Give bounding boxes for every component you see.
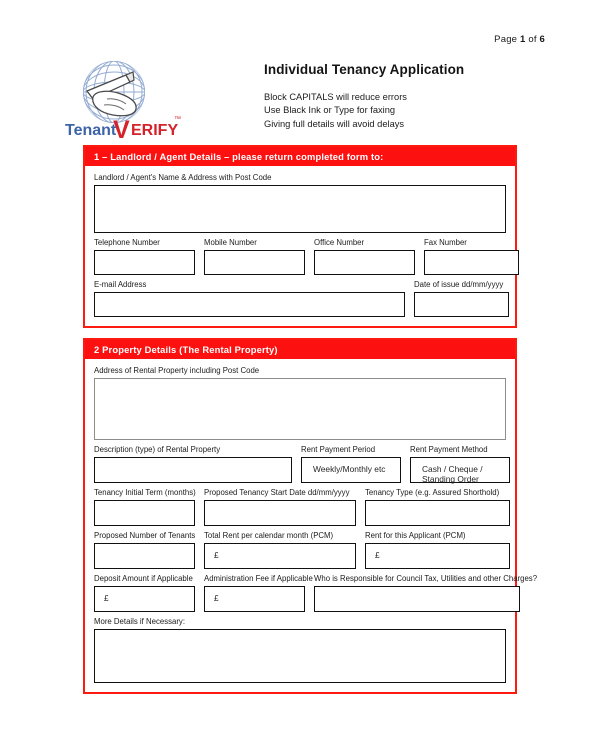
responsible-field <box>314 574 538 612</box>
page-title: Individual Tenancy Application <box>264 62 465 77</box>
description-field <box>94 445 292 483</box>
deposit-label: Deposit Amount if Applicable <box>94 574 193 583</box>
date-of-issue-field <box>414 280 509 317</box>
rent-period-input[interactable]: Weekly/Monthly etc <box>301 457 401 483</box>
rent-method-input[interactable]: Cash / Cheque / Standing Order <box>410 457 510 483</box>
landlord-address-field <box>94 173 506 233</box>
page-number-of: of <box>528 34 537 45</box>
start-date-field <box>204 488 356 526</box>
num-tenants-input[interactable] <box>94 543 195 569</box>
tenancy-type-input[interactable] <box>365 500 510 526</box>
rent-period-label: Rent Payment Period <box>301 445 376 454</box>
tenancy-type-label: Tenancy Type (e.g. Assured Shorthold) <box>365 488 500 497</box>
logo-trademark: ™ <box>174 116 181 123</box>
property-address-input[interactable] <box>94 378 506 440</box>
section1-heading: 1 – Landlord / Agent Details – please return completed form to: <box>85 147 515 166</box>
logo-text-tenant: Tenant <box>65 122 117 139</box>
property-address-field <box>94 366 506 440</box>
applicant-rent-input[interactable]: £ <box>365 543 510 569</box>
rent-method-label: Rent Payment Method <box>410 445 488 454</box>
more-details-label: More Details if Necessary: <box>94 617 185 626</box>
section-property-details <box>83 338 538 694</box>
tenancy-type-field <box>365 488 510 526</box>
property-address-row <box>94 366 506 440</box>
total-rent-label: Total Rent per calendar month (PCM) <box>204 531 334 540</box>
fax-field <box>424 238 519 275</box>
page-number <box>494 34 545 45</box>
more-details-field <box>94 617 506 683</box>
email-input[interactable] <box>94 292 405 317</box>
logo-graphic <box>63 57 181 141</box>
fax-input[interactable] <box>424 250 519 275</box>
initial-term-input[interactable] <box>94 500 195 526</box>
description-input[interactable] <box>94 457 292 483</box>
term-start-type-row <box>94 488 506 526</box>
initial-term-label: Tenancy Initial Term (months) <box>94 488 196 497</box>
total-rent-input[interactable]: £ <box>204 543 356 569</box>
rent-method-field <box>410 445 510 483</box>
deposit-field <box>94 574 195 612</box>
admin-fee-input[interactable]: £ <box>204 586 305 612</box>
applicant-rent-label: Rent for this Applicant (PCM) <box>365 531 466 540</box>
page-number-current: 1 <box>520 34 526 45</box>
section-landlord-agent-details <box>83 145 517 328</box>
responsible-label: Who is Responsible for Council Tax, Utilities and other Charges? <box>314 574 538 583</box>
admin-fee-field <box>204 574 313 612</box>
telephone-field <box>94 238 195 275</box>
rent-period-field <box>301 445 401 483</box>
title-block <box>264 62 524 131</box>
office-input[interactable] <box>314 250 415 275</box>
email-field <box>94 280 405 317</box>
telephone-label: Telephone Number <box>94 238 160 247</box>
property-address-label: Address of Rental Property including Post Code <box>94 366 260 375</box>
num-tenants-field <box>94 531 195 569</box>
description-label: Description (type) of Rental Property <box>94 445 221 454</box>
mobile-label: Mobile Number <box>204 238 257 247</box>
start-date-label: Proposed Tenancy Start Date dd/mm/yyyy <box>204 488 350 497</box>
contact-numbers-row <box>94 238 506 275</box>
landlord-address-row <box>94 173 506 233</box>
logo-text-verify: ERIFY <box>131 122 179 139</box>
num-tenants-label: Proposed Number of Tenants <box>94 531 196 540</box>
description-payment-row <box>94 445 506 483</box>
more-details-row <box>94 617 506 683</box>
date-of-issue-input[interactable] <box>414 292 509 317</box>
mobile-input[interactable] <box>204 250 305 275</box>
initial-term-field <box>94 488 195 526</box>
landlord-address-label: Landlord / Agent's Name & Address with Post Code <box>94 173 272 182</box>
page-number-total: 6 <box>539 34 545 45</box>
section1-body <box>85 166 515 326</box>
tenants-rent-row <box>94 531 506 569</box>
instruction-line-2: Use Black Ink or Type for faxing <box>264 105 396 116</box>
email-date-row <box>94 280 506 317</box>
start-date-input[interactable] <box>204 500 356 526</box>
page-number-label: Page <box>494 34 518 45</box>
office-label: Office Number <box>314 238 365 247</box>
date-of-issue-label: Date of issue dd/mm/yyyy <box>414 280 504 289</box>
section2-body <box>85 359 538 692</box>
instruction-line-1: Block CAPITALS will reduce errors <box>264 92 407 102</box>
tenant-verify-logo <box>63 57 181 141</box>
section2-heading: 2 Property Details (The Rental Property) <box>85 340 515 359</box>
total-rent-field <box>204 531 356 569</box>
mobile-field <box>204 238 305 275</box>
deposit-admin-responsible-row <box>94 574 538 612</box>
office-field <box>314 238 415 275</box>
email-label: E-mail Address <box>94 280 147 289</box>
landlord-address-input[interactable] <box>94 185 506 233</box>
telephone-input[interactable] <box>94 250 195 275</box>
responsible-input[interactable] <box>314 586 520 612</box>
applicant-rent-field <box>365 531 510 569</box>
admin-fee-label: Administration Fee if Applicable <box>204 574 313 583</box>
instruction-line-3: Giving full details will avoid delays <box>264 118 405 129</box>
more-details-input[interactable] <box>94 629 506 683</box>
fax-label: Fax Number <box>424 238 467 247</box>
logo-text-check: V <box>113 116 130 141</box>
deposit-input[interactable]: £ <box>94 586 195 612</box>
